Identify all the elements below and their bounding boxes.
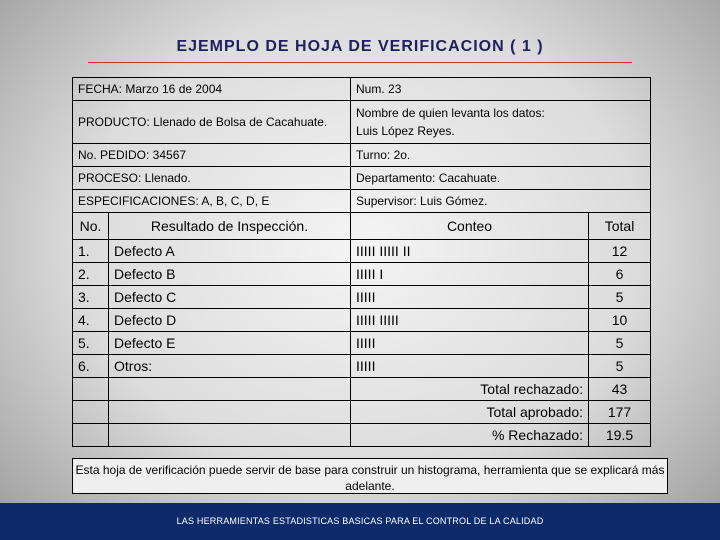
title-underline <box>88 62 632 63</box>
especificaciones-cell: ESPECIFICACIONES: A, B, C, D, E <box>73 190 351 213</box>
footnote-box: Esta hoja de verificación puede servir de base para construir un histograma, herramienta que se explicará más adelante. <box>72 458 668 494</box>
footer-bar: LAS HERRAMIENTAS ESTADISTICAS BASICAS PARA EL CONTROL DE LA CALIDAD <box>0 503 720 540</box>
row-no: 1. <box>73 240 109 263</box>
pedido-cell: No. PEDIDO: 34567 <box>73 144 351 167</box>
summary-empty <box>109 424 351 447</box>
header-no: No. <box>73 213 109 240</box>
info-row <box>73 190 651 213</box>
row-tally: IIIII <box>351 332 589 355</box>
table-row <box>73 286 651 309</box>
summary-empty <box>109 378 351 401</box>
row-total: 5 <box>589 332 651 355</box>
table-row <box>73 355 651 378</box>
table-row <box>73 263 651 286</box>
summary-row <box>73 378 651 401</box>
summary-label: Total aprobado: <box>351 401 589 424</box>
fecha-cell: FECHA: Marzo 16 de 2004 <box>73 78 351 101</box>
summary-empty <box>73 401 109 424</box>
supervisor-cell: Supervisor: Luis Gómez. <box>351 190 651 213</box>
nombre-label: Nombre de quien levanta los datos: <box>356 106 545 120</box>
summary-row <box>73 401 651 424</box>
header-resultado: Resultado de Inspección. <box>109 213 351 240</box>
page-title: EJEMPLO DE HOJA DE VERIFICACION ( 1 ) <box>176 38 544 55</box>
info-row <box>73 144 651 167</box>
row-total: 6 <box>589 263 651 286</box>
row-tally: IIIII <box>351 286 589 309</box>
row-defect: Defecto E <box>109 332 351 355</box>
summary-value: 177 <box>589 401 651 424</box>
table-row <box>73 240 651 263</box>
row-tally: IIIII I <box>351 263 589 286</box>
row-no: 6. <box>73 355 109 378</box>
row-total: 5 <box>589 355 651 378</box>
row-tally: IIIII IIIII <box>351 309 589 332</box>
row-defect: Defecto D <box>109 309 351 332</box>
summary-label: % Rechazado: <box>351 424 589 447</box>
summary-value: 43 <box>589 378 651 401</box>
row-defect: Defecto A <box>109 240 351 263</box>
row-total: 5 <box>589 286 651 309</box>
info-row <box>73 167 651 190</box>
row-no: 3. <box>73 286 109 309</box>
row-defect: Defecto B <box>109 263 351 286</box>
summary-empty <box>73 424 109 447</box>
table-row <box>73 309 651 332</box>
summary-empty <box>109 401 351 424</box>
num-cell: Num. 23 <box>351 78 651 101</box>
summary-label: Total rechazado: <box>351 378 589 401</box>
row-tally: IIIII <box>351 355 589 378</box>
row-no: 5. <box>73 332 109 355</box>
nombre-value: Luis López Reyes. <box>356 124 455 138</box>
proceso-cell: PROCESO: Llenado. <box>73 167 351 190</box>
header-conteo: Conteo <box>351 213 589 240</box>
turno-cell: Turno: 2o. <box>351 144 651 167</box>
info-row <box>73 101 651 144</box>
row-defect: Otros: <box>109 355 351 378</box>
departamento-cell: Departamento: Cacahuate. <box>351 167 651 190</box>
table-row <box>73 332 651 355</box>
row-defect: Defecto C <box>109 286 351 309</box>
summary-value: 19.5 <box>589 424 651 447</box>
row-total: 10 <box>589 309 651 332</box>
row-no: 2. <box>73 263 109 286</box>
summary-empty <box>73 378 109 401</box>
nombre-cell <box>351 101 651 144</box>
verification-sheet-table <box>72 77 651 447</box>
row-total: 12 <box>589 240 651 263</box>
summary-row <box>73 424 651 447</box>
header-total: Total <box>589 213 651 240</box>
header-row <box>73 213 651 240</box>
row-no: 4. <box>73 309 109 332</box>
row-tally: IIIII IIIII II <box>351 240 589 263</box>
producto-cell: PRODUCTO: Llenado de Bolsa de Cacahuate. <box>73 101 351 144</box>
info-row <box>73 78 651 101</box>
